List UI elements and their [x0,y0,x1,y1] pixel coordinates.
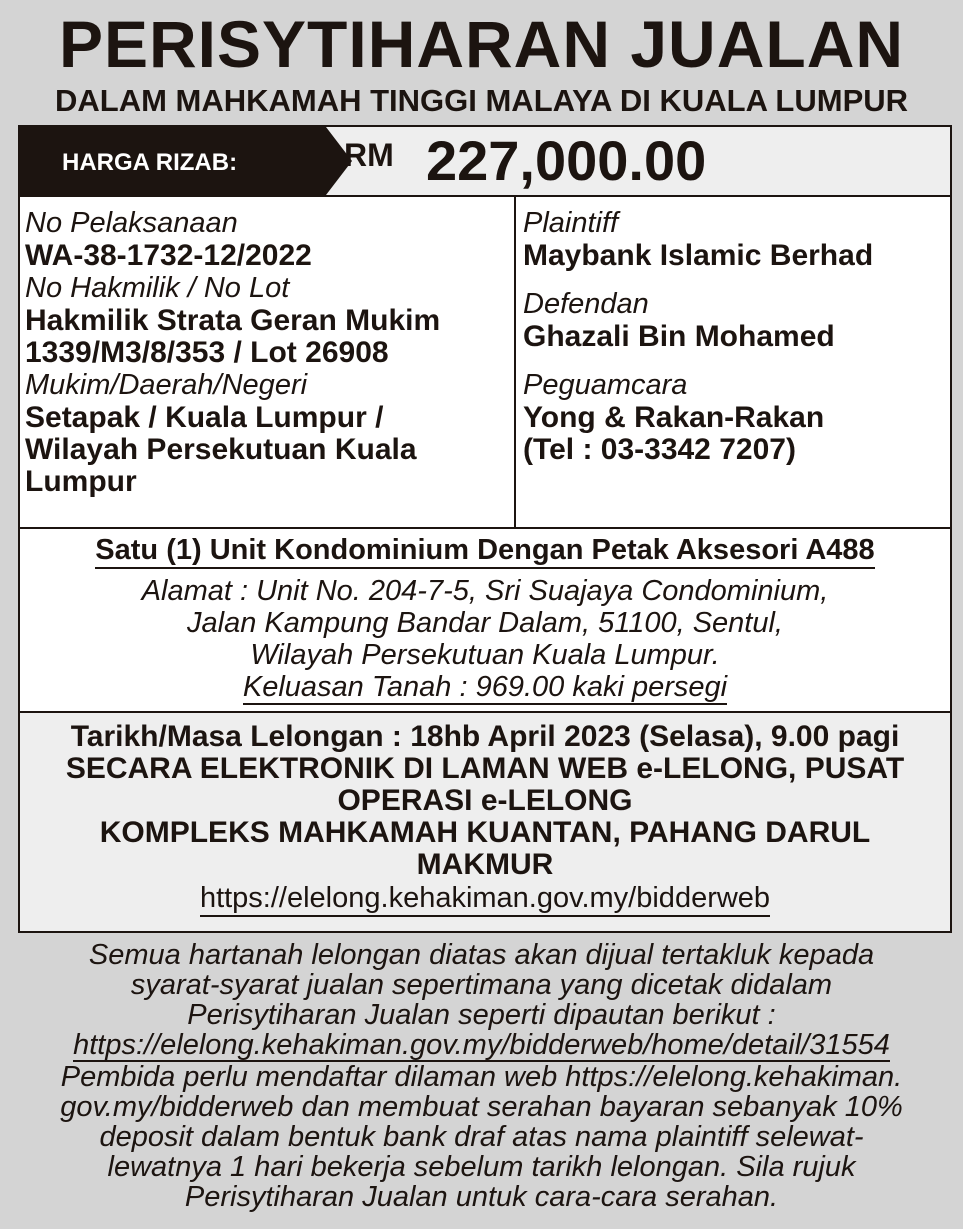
auction-datetime: Tarikh/Masa Lelongan : 18hb April 2023 (Selasa), 9.00 pagi [70,720,900,753]
case-info-left [25,207,515,498]
notes-p1-line2: syarat-syarat jualan sepertimana yang dicetak didalam [130,969,833,1001]
title-no-value-line1: Hakmilik Strata Geran Mukim [25,304,441,337]
lawyer-value: Yong & Rakan-Rakan [523,401,825,434]
notes-p2-line2: gov.my/bidderweb dan membuat serahan bayaran sebanyak 10% [60,1091,903,1123]
court-subtitle: DALAM MAHKAMAH TINGGI MALAYA DI KUALA LUMPUR [54,83,909,118]
address-line2: Jalan Kampung Bandar Dalam, 51100, Sentul, [187,607,783,639]
auction-section [20,713,950,931]
notes-p2-line5: Perisytiharan Jualan untuk cara-cara serahan. [184,1181,779,1213]
reserve-price-row [20,127,950,197]
notes-p1-line3: Perisytiharan Jualan seperti dipautan berikut : [187,999,776,1031]
lawyer-tel: (Tel : 03-3342 7207) [523,433,796,466]
reserve-price-label: HARGA RIZAB: [62,149,238,176]
title-no-label: No Hakmilik / No Lot [25,272,290,304]
auction-url-link[interactable]: https://elelong.kehakiman.gov.my/bidderweb [200,881,770,917]
auction-venue-line4: MAKMUR [416,848,554,881]
terms-notes [20,940,943,1212]
exec-no-value: WA-38-1732-12/2022 [25,239,312,272]
notes-p2-line4: lewatnya 1 hari bekerja sebelum tarikh lelongan. Sila rujuk [107,1151,856,1183]
title-no-value-line2: 1339/M3/8/353 / Lot 26908 [25,336,389,369]
location-value-line1: Setapak / Kuala Lumpur / [25,401,384,434]
defendant-label: Defendan [523,288,649,320]
sale-detail-link[interactable]: https://elelong.kehakiman.gov.my/bidderweb/home/detail/31554 [73,1029,890,1061]
location-value-line2: Wilayah Persekutuan Kuala [25,433,417,466]
auction-venue-line2: OPERASI e-LELONG [337,784,633,817]
case-info-right [523,207,943,466]
notes-p1-line1: Semua hartanah lelongan diatas akan dijual tertakluk kepada [88,939,875,971]
property-title: Satu (1) Unit Kondominium Dengan Petak Aksesori A488 [95,533,874,569]
location-label: Mukim/Daerah/Negeri [25,369,308,401]
auction-venue-line3: KOMPLEKS MAHKAMAH KUANTAN, PAHANG DARUL [99,816,871,849]
currency-label: RM [344,137,394,173]
notice-frame [18,125,952,933]
property-address [20,575,950,705]
page-title: PERISYTIHARAN JUALAN [58,7,905,81]
reserve-price-amount: 227,000.00 [426,129,707,192]
notes-p2-line3: deposit dalam bentuk bank draf atas nama plaintiff selewat- [99,1121,864,1153]
location-value-line3: Lumpur [25,465,137,498]
column-divider [514,197,516,527]
auction-venue-line1: SECARA ELEKTRONIK DI LAMAN WEB e-LELONG, PUSAT [65,752,905,785]
notes-p2-line1: Pembida perlu mendaftar dilaman web https://elelong.kehakiman. [60,1061,903,1093]
property-section [20,529,950,713]
defendant-value: Ghazali Bin Mohamed [523,320,835,353]
reserve-price-tag [20,127,326,195]
plaintiff-label: Plaintiff [523,207,619,239]
exec-no-label: No Pelaksanaan [25,207,238,239]
case-info [20,197,950,529]
address-line3: Wilayah Persekutuan Kuala Lumpur. [250,639,720,671]
lawyer-label: Peguamcara [523,369,688,401]
address-line1: Alamat : Unit No. 204-7-5, Sri Suajaya Condominium, [141,575,829,607]
land-area: Keluasan Tanah : 969.00 kaki persegi [242,671,728,703]
plaintiff-value: Maybank Islamic Berhad [523,239,874,272]
